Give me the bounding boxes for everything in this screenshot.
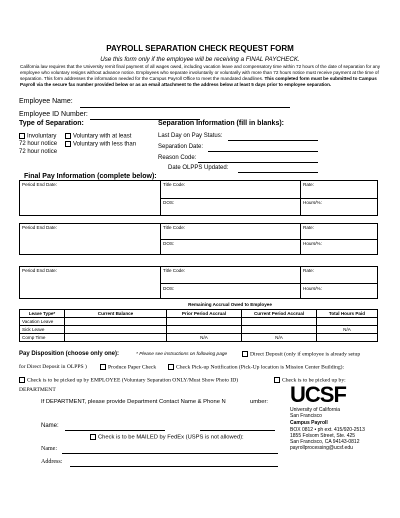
accrual-cell: N/A — [317, 326, 378, 334]
accrual-cell[interactable] — [65, 318, 167, 326]
period-end-label-2: Period End Date: — [22, 225, 57, 230]
disposition-heading: Pay Disposition (choose only one): — [19, 351, 120, 357]
dos-label-2: DOS: — [163, 241, 175, 246]
direct-deposit-label: Direct Deposit (only if employee is already setup — [250, 351, 361, 358]
rate-label-2: Rate: — [303, 225, 314, 230]
accrual-cell: N/A — [167, 334, 242, 342]
hours-label-3: Hours/%: — [303, 286, 322, 291]
pickup-employee-label: Check is to be picked up by EMPLOYEE (Voluntary Separation ONLY/Must Show Photo ID) — [27, 377, 239, 384]
accrual-col-prior-period: Prior Period Accrual — [167, 310, 242, 318]
ucsf-city: San Francisco, CA 94143-0812 — [290, 439, 360, 445]
accrual-cell[interactable] — [242, 318, 317, 326]
last-day-field[interactable] — [228, 140, 318, 141]
olpps-date-label: Date OLPPS Updated: — [168, 165, 229, 171]
pickup-by-label: Check is to be picked up by: — [282, 377, 346, 384]
ucsf-email[interactable]: payrollprocessing@ucsf.edu — [290, 445, 353, 451]
direct-deposit-option[interactable] — [242, 351, 360, 357]
sep-involuntary-option[interactable] — [19, 133, 56, 140]
mail-address-field[interactable] — [70, 466, 278, 467]
mailed-checkbox[interactable] — [90, 434, 96, 440]
block-3-row-divider — [160, 283, 378, 284]
employee-name-field[interactable] — [80, 107, 290, 108]
block-2-row-divider — [160, 239, 378, 240]
department-label: DEPARTMENT — [19, 387, 56, 393]
vol-at-least-label: Voluntary with at least — [73, 133, 132, 140]
title-code-label-3: Title Code: — [163, 268, 186, 273]
accrual-table — [19, 309, 378, 342]
separation-type-heading: Type of Separation: — [19, 120, 84, 127]
rate-label-1: Rate: — [303, 182, 314, 187]
vol-less-than-notice: 72 hour notice — [19, 149, 58, 155]
form-subtitle: Use this form only if the employee will be receiving a FINAL PAYCHECK. — [100, 56, 300, 63]
pickup-employee-checkbox[interactable] — [19, 377, 25, 383]
dept-contact-label: If DEPARTMENT, please provide Department Contact Name & Phone N — [41, 399, 226, 405]
instructions-note: * Please see instructions on following page — [136, 352, 228, 357]
ucsf-univ: University of California — [290, 407, 341, 413]
accrual-row-comp — [20, 334, 378, 342]
accrual-heading: Remaining Accrual Owed to Employee — [188, 302, 272, 307]
ucsf-logo: UCSF — [290, 382, 346, 407]
ucsf-street: 1855 Folsom Street, Ste. 425 — [290, 433, 356, 439]
accrual-header-row — [20, 310, 378, 318]
vol-at-least-notice: 72 hour notice — [19, 141, 58, 147]
accrual-cell[interactable] — [317, 334, 378, 342]
mailed-label: Check is to be MAILED by FedEx (USPS is not allowed): — [98, 434, 244, 441]
sep-vol-at-least-option[interactable] — [65, 133, 131, 140]
pickup-by-checkbox[interactable] — [274, 377, 280, 383]
direct-deposit-checkbox[interactable] — [242, 351, 248, 357]
mail-name-field[interactable] — [62, 453, 278, 454]
mail-address-label: Address: — [41, 459, 63, 465]
rate-label-3: Rate: — [303, 268, 314, 273]
vol-at-least-checkbox[interactable] — [65, 133, 71, 139]
hours-label-2: Hours/%: — [303, 241, 322, 246]
pickup-notice-checkbox[interactable] — [168, 364, 174, 370]
ucsf-dept: Campus Payroll — [290, 420, 328, 426]
title-code-label-2: Title Code: — [163, 225, 186, 230]
sep-date-label: Separation Date: — [158, 144, 204, 150]
accrual-cell[interactable] — [167, 318, 242, 326]
mailed-option[interactable] — [90, 434, 244, 441]
accrual-cell: Vacation Leave — [20, 318, 65, 326]
form-title: PAYROLL SEPARATION CHECK REQUEST FORM — [106, 44, 294, 53]
accrual-row-vacation — [20, 318, 378, 326]
contact-name-label: Name: — [41, 423, 59, 429]
paper-check-checkbox[interactable] — [100, 364, 106, 370]
accrual-col-current-balance: Current Balance — [65, 310, 167, 318]
accrual-cell[interactable] — [317, 318, 378, 326]
title-code-label-1: Title Code: — [163, 182, 186, 187]
ucsf-box: BOX 0812 • ph ext. 415/920-2513 — [290, 427, 365, 433]
dos-label-1: DOS: — [163, 200, 175, 205]
employee-name-label: Employee Name: — [19, 98, 73, 105]
accrual-cell[interactable] — [65, 334, 167, 342]
accrual-cell[interactable] — [242, 326, 317, 334]
dos-label-3: DOS: — [163, 286, 175, 291]
direct-deposit-cont: for Direct Deposit in OLPPS ) — [19, 364, 87, 370]
vol-less-than-checkbox[interactable] — [65, 141, 71, 147]
paper-check-option[interactable] — [100, 364, 156, 370]
hours-label-1: Hours/%: — [303, 200, 322, 205]
period-end-label-3: Period End Date: — [22, 268, 57, 273]
accrual-cell: Sick Leave — [20, 326, 65, 334]
accrual-cell: N/A — [242, 334, 317, 342]
sep-vol-less-than-option[interactable] — [65, 141, 136, 148]
intro-paragraph — [20, 64, 385, 88]
olpps-date-field[interactable] — [238, 172, 318, 173]
accrual-cell: Comp Time — [20, 334, 65, 342]
ucsf-campus: San Francisco — [290, 413, 322, 419]
block-1-row-divider — [160, 198, 378, 199]
accrual-col-current-period: Current Period Accrual — [242, 310, 317, 318]
pickup-notice — [168, 364, 344, 370]
accrual-cell[interactable] — [65, 326, 167, 334]
reason-code-label: Reason Code: — [158, 155, 197, 161]
vol-less-than-label: Voluntary with less than — [73, 141, 137, 148]
accrual-col-leave-type: Leave Type* — [20, 310, 65, 318]
accrual-cell[interactable] — [167, 326, 242, 334]
mail-name-label: Name: — [41, 446, 57, 452]
dept-contact-label-cont: umber: — [250, 399, 269, 405]
involuntary-label: Involuntary — [27, 133, 57, 140]
intro-bold-text: This completed form must be submitted to Campus Payroll via the secure fax number provided below or as an email attachment to the address below at least 5 days prior to employee separation. — [20, 76, 377, 87]
period-end-label-1: Period End Date: — [22, 182, 57, 187]
last-day-label: Last Day on Pay Status: — [158, 133, 223, 139]
accrual-row-sick — [20, 326, 378, 334]
paper-check-label: Produce Paper Check — [108, 364, 157, 371]
separation-info-heading: Separation Information (fill in blanks): — [158, 120, 285, 127]
contact-name-field[interactable] — [65, 430, 165, 431]
final-pay-heading: Final Pay Information (complete below): — [24, 173, 157, 180]
intro-text: California law requires that the University remit final payment of all wages owed, including vacation leave and compensatory time within 72 hours of the date of separation for any employee who voluntary resigns without advance notice. Employees who separate involuntarily or voluntarily with more than 72 hours notice must receive payment at the time of separation. This form addresses the information needed for the Campus Payroll Office to meet the mandated deadlines. — [20, 64, 381, 81]
involuntary-checkbox[interactable] — [19, 133, 25, 139]
sep-date-field[interactable] — [208, 151, 318, 152]
employee-id-label: Employee ID Number: — [19, 111, 88, 118]
accrual-col-total-hours: Total Hours Paid — [317, 310, 378, 318]
contact-phone-field[interactable] — [200, 430, 275, 431]
pickup-notice-label: Check Pick-up Notification (Pick-Up location is Mission Center Building): — [176, 364, 345, 371]
reason-code-field[interactable] — [198, 162, 318, 163]
pickup-employee-option[interactable] — [19, 377, 238, 383]
